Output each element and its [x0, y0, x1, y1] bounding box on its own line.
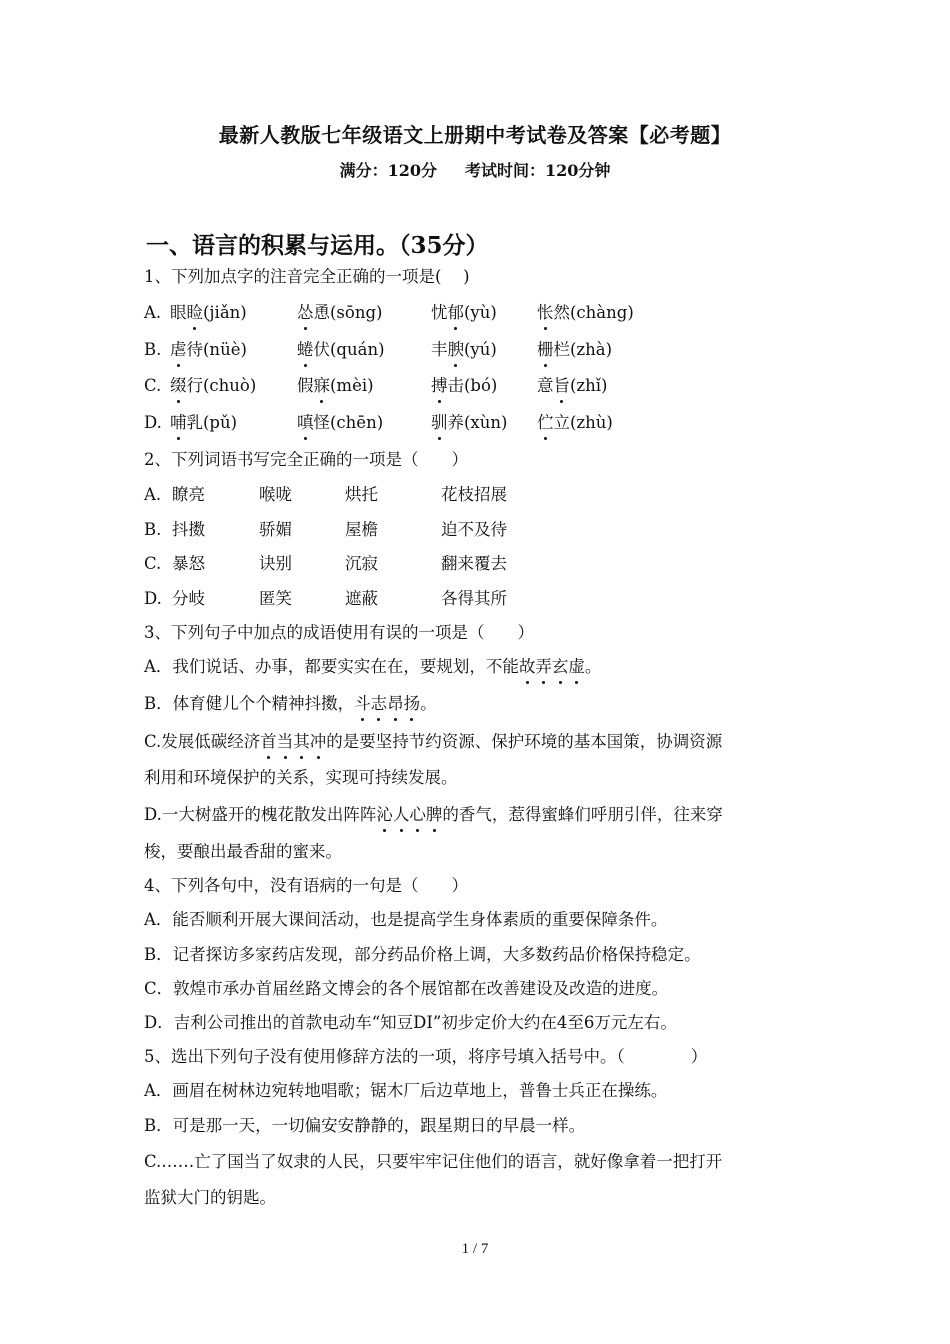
dotted-phrase: [376, 805, 442, 824]
q1-choice: 假寐(mèi): [297, 374, 374, 398]
q3-option-a: A．我们说话、办事，都要实实在在，要规划，不能故弄玄虚。: [144, 655, 601, 679]
q1-choice: 怂恿(sōng): [297, 301, 382, 325]
dotted-char: 玄: [552, 655, 569, 679]
q4-option-b: B．记者探访多家药店发现，部分药品价格上调，大多数药品价格保持稳定。: [144, 945, 701, 964]
q2-word: 暴怒: [172, 554, 205, 573]
q1-choice: 怅然(chàng): [537, 301, 634, 325]
section-title: 一、语言的积累与运用。（35分）: [146, 232, 489, 259]
q2-word: 烘托: [345, 485, 378, 504]
q1-choice: 眼睑(jiǎn): [170, 301, 247, 325]
dotted-char: 怅: [537, 301, 554, 325]
dotted-char: 故: [519, 655, 536, 679]
q1-choice: 驯养(xùn): [431, 411, 507, 435]
q2-word: 迫不及待: [441, 520, 507, 539]
option-label: A.: [144, 485, 162, 504]
dotted-char: 虚: [568, 655, 585, 679]
option-label: C.: [144, 554, 162, 573]
q1-stem: 1、下列加点字的注音完全正确的一项是( ): [144, 267, 470, 286]
exam-info: [0, 158, 950, 181]
q2-word: 花枝招展: [441, 485, 507, 504]
q2-word: 沉寂: [345, 554, 378, 573]
q1-choice: 栅栏(zhà): [537, 338, 612, 362]
score-label: 满分：120分: [339, 161, 437, 180]
q2-word: 分岐: [172, 589, 205, 608]
dotted-char: 心: [409, 803, 426, 827]
dotted-char: 搏: [431, 374, 448, 398]
time-label: 考试时间：120分钟: [465, 161, 611, 180]
dotted-char: 嗔: [297, 411, 314, 435]
q5-option-c: C.……亡了国当了奴隶的人民，只要牢牢记住他们的语言，就好像拿着一把打开: [144, 1152, 723, 1171]
option-label: A.: [144, 303, 162, 322]
page-title: 最新人教版七年级语文上册期中考试卷及答案【必考题】: [218, 123, 732, 147]
q3-option-b: B．体育健儿个个精神抖擞，斗志昂扬。: [144, 692, 437, 716]
dotted-char: 志: [371, 692, 388, 716]
dotted-char: 腴: [448, 338, 465, 362]
q3-option-c-cont: 利用和环境保护的关系，实现可持续发展。: [144, 768, 458, 787]
dotted-char: 虐: [170, 338, 187, 362]
q2-word: 抖擞: [172, 520, 205, 539]
dotted-phrase: [260, 732, 326, 751]
q2-word: 翻来覆去: [441, 554, 507, 573]
dotted-char: 沁: [376, 803, 393, 827]
dotted-phrase: [354, 694, 420, 713]
q1-choice: 嗔怪(chēn): [297, 411, 383, 435]
dotted-char: 其: [293, 730, 310, 754]
option-label: C.: [144, 376, 162, 395]
q4-option-a: A．能否顺利开展大课间活动，也是提高学生身体素质的重要保障条件。: [144, 910, 668, 929]
q5-stem: 5、选出下列句子没有使用修辞方法的一项，将序号填入括号中。（ ）: [144, 1047, 708, 1066]
dotted-char: 驯: [431, 411, 448, 435]
q2-stem: 2、下列词语书写完全正确的一项是（ ）: [144, 450, 468, 469]
q2-word: 骄媚: [259, 520, 292, 539]
q2-word: 屋檐: [345, 520, 378, 539]
q1-choice: 哺乳(pǔ): [170, 411, 237, 435]
q3-stem: 3、下列句子中加点的成语使用有误的一项是（ ）: [144, 623, 534, 642]
dotted-char: 弄: [535, 655, 552, 679]
q1-choice: 虐待(nüè): [170, 338, 247, 362]
q5-option-b: B．可是那一天，一切偏安安静静的，跟星期日的早晨一样。: [144, 1116, 586, 1135]
q1-choice: 丰腴(yú): [431, 338, 497, 362]
dotted-char: 蜷: [297, 338, 314, 362]
q2-word: 瞭亮: [172, 485, 205, 504]
dotted-phrase: [519, 657, 585, 676]
dotted-char: 首: [260, 730, 277, 754]
q1-choice: 蜷伏(quán): [297, 338, 385, 362]
q1-choice: 搏击(bó): [431, 374, 497, 398]
dotted-char: 斗: [354, 692, 371, 716]
dotted-char: 怂: [297, 301, 314, 325]
page-number: 1 / 7: [461, 1241, 489, 1257]
q5-option-a: A．画眉在树林边宛转地唱歌；锯木厂后边草地上，普鲁士兵正在操练。: [144, 1081, 668, 1100]
q3-option-c: C.发展低碳经济首当其冲的是要坚持节约资源、保护环境的基本国策，协调资源: [144, 730, 722, 754]
dotted-char: 当: [277, 730, 294, 754]
option-label: D.: [144, 413, 162, 432]
q3-option-d: D.一大树盛开的槐花散发出阵阵沁人心脾的香气，惹得蜜蜂们呼朋引伴，往来穿: [144, 803, 723, 827]
dotted-char: 昂: [387, 692, 404, 716]
q2-word: 各得其所: [441, 589, 507, 608]
dotted-char: 人: [393, 803, 410, 827]
option-label: B.: [144, 520, 162, 539]
dotted-char: 郁: [448, 301, 465, 325]
option-label: B.: [144, 340, 162, 359]
q1-choice: 缀行(chuò): [170, 374, 256, 398]
q4-stem: 4、下列各句中，没有语病的一句是（ ）: [144, 876, 468, 895]
q5-option-c-cont: 监狱大门的钥匙。: [144, 1188, 276, 1207]
dotted-char: 缀: [170, 374, 187, 398]
q1-choice: 伫立(zhù): [537, 411, 613, 435]
dotted-char: 冲: [310, 730, 327, 754]
q2-word: 喉咙: [259, 485, 292, 504]
q1-choice: 意旨(zhǐ): [537, 374, 607, 398]
q2-word: 诀别: [259, 554, 292, 573]
q4-option-d: D．吉利公司推出的首款电动车“知豆DI”初步定价大约在4至6万元左右。: [144, 1013, 677, 1032]
dotted-char: 伫: [537, 411, 554, 435]
dotted-char: 栅: [537, 338, 554, 362]
dotted-char: 寐: [314, 374, 331, 398]
q2-word: 遮蔽: [345, 589, 378, 608]
dotted-char: 旨: [554, 374, 571, 398]
dotted-char: 脾: [426, 803, 443, 827]
dotted-char: 扬: [404, 692, 421, 716]
option-label: D.: [144, 589, 162, 608]
q3-option-d-cont: 梭，要酿出最香甜的蜜来。: [144, 842, 342, 861]
dotted-char: 睑: [187, 301, 204, 325]
q4-option-c: C．敦煌市承办首届丝路文博会的各个展馆都在改善建设及改造的进度。: [144, 979, 669, 998]
q2-word: 匿笑: [259, 589, 292, 608]
dotted-char: 哺: [170, 411, 187, 435]
q1-choice: 忧郁(yù): [431, 301, 497, 325]
